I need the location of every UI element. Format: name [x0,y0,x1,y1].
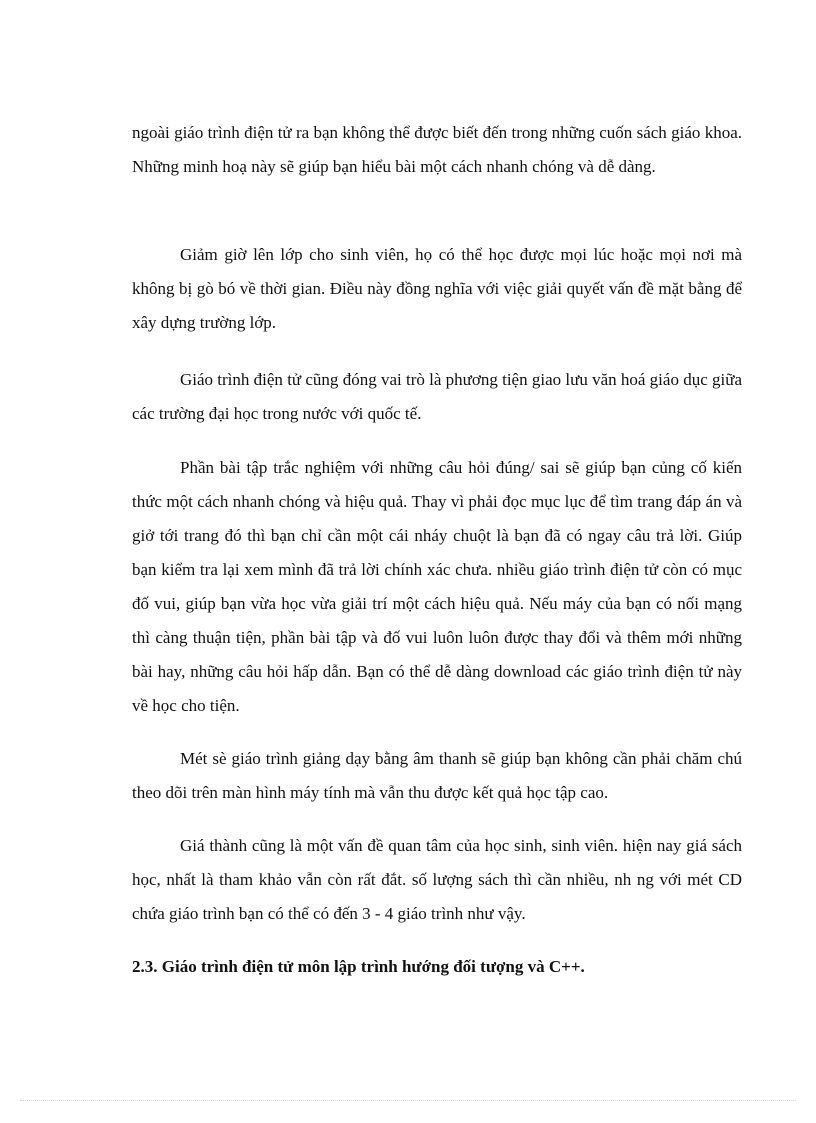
paragraph-quiz-exercises: Phần bài tập trắc nghiệm với những câu hỏi đúng/ sai sẽ giúp bạn củng cố kiến thức một cách nhanh chóng và hiệu quả. Thay vì phải đọc mục lục để tìm trang đáp án và giở tới trang đó thì bạn chỉ cần một cái nháy chuột là bạn đã có ngay câu trả lời. Giúp bạn kiểm tra lại xem mình đã trả lời chính xác chưa. nhiều giáo trình điện tử còn có mục đố vui, giúp bạn vừa học vừa giải trí một cách hiệu quả. Nếu máy của bạn có nối mạng thì càng thuận tiện, phần bài tập và đố vui luôn luôn được thay đổi và thêm mới những bài hay, những câu hỏi hấp dẫn. Bạn có thể dễ dàng download các giáo trình điện tử này về học cho tiện. [132,458,742,715]
paragraph-class-time: Giảm giờ lên lớp cho sinh viên, họ có thể học được mọi lúc hoặc mọi nơi mà không bị gò bó về thời gian. Điều này đồng nghĩa với việc giải quyết vấn đề mặt bằng để xây dựng trường lớp. [132,245,742,332]
page-bottom-divider [20,1100,796,1101]
paragraph-cultural-exchange: Giáo trình điện tử cũng đóng vai trò là phương tiện giao lưu văn hoá giáo dục giữa các trường đại học trong nước với quốc tế. [132,370,742,423]
paragraph-continued-intro: ngoài giáo trình điện tử ra bạn không thể được biết đến trong những cuốn sách giáo khoa. Những minh hoạ này sẽ giúp bạn hiểu bài một cách nhanh chóng và dễ dàng. [132,123,742,176]
paragraph-cost: Giá thành cũng là một vấn đề quan tâm của học sinh, sinh viên. hiện nay giá sách học, nhất là tham khảo vẫn còn rất đắt. số lượng sách thì cần nhiều, nh ng với mét CD chứa giáo trình bạn có thể có đến 3 - 4 giáo trình như vậy. [132,836,742,923]
paragraph-audio-lessons: Mét sè giáo trình giảng dạy bằng âm thanh sẽ giúp bạn không cần phải chăm chú theo dõi trên màn hình máy tính mà vẫn thu được kết quả học tập cao. [132,749,742,802]
section-heading: 2.3. Giáo trình điện tử môn lập trình hướng đối tượng và C++. [132,957,585,976]
